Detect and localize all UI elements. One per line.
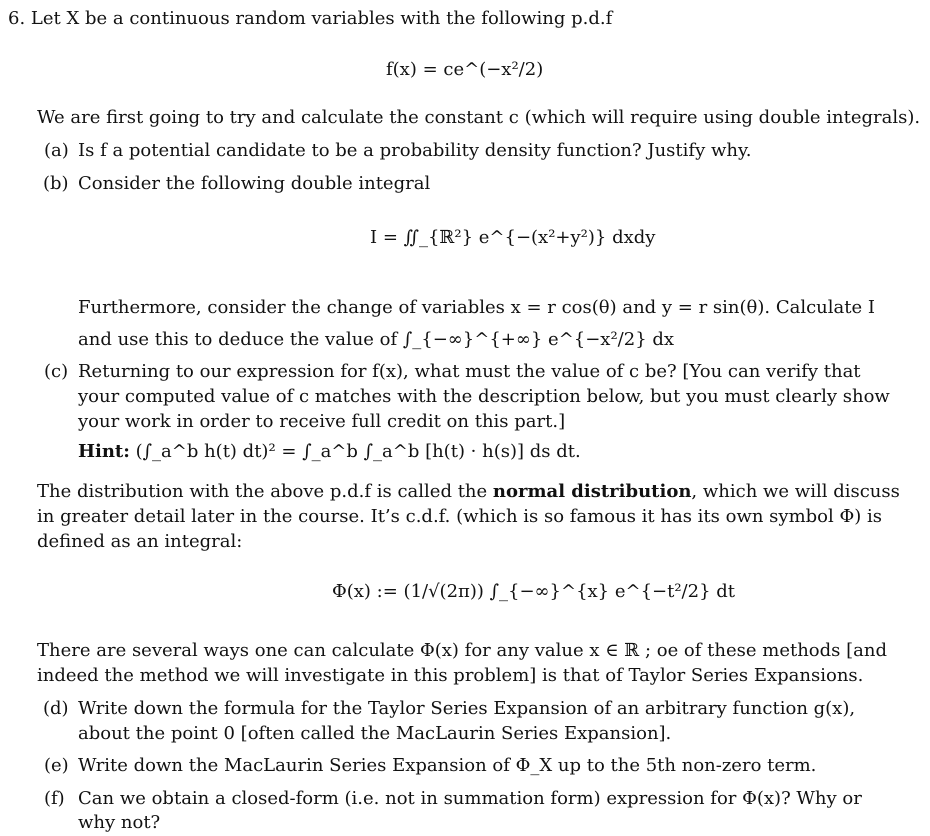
normal-para-line3-text: defined as an integral: [37,531,243,552]
normal-para-line3 [37,530,242,554]
normal-para-line1-pre: The distribution with the above p.d.f is called the [37,481,493,502]
part-c-line3-text: your work in order to receive full credit on this part.] [78,411,566,432]
taylor-para-line1-text: There are several ways one can calculate Φ(x) for any value x ∈ ℝ ; oe of these methods [and [37,640,887,661]
part-f-line2 [78,811,160,835]
part-d-line2 [78,722,671,746]
part-e-body: Write down the MacLaurin Series Expansion of Φ_X up to the 5th non-zero term. [78,755,817,776]
part-a-body: Is f a potential candidate to be a probability density function? Justify why. [78,140,752,161]
double-integral-text: I = ∬_{ℝ²} e^{−(x²+y²)} dxdy [370,227,656,248]
part-c-line2 [78,385,890,409]
part-f-label [44,787,65,811]
part-b-label [43,172,69,196]
normal-para-line2-text: in greater detail later in the course. It’s c.d.f. (which is so famous it has its own symbol Φ) is [37,506,882,527]
part-c-line1-text: Returning to our expression for f(x), what must the value of c be? [You can verify that [78,361,861,382]
part-e-text [78,754,816,778]
part-c-label [44,360,68,384]
constant-paragraph-text: We are first going to try and calculate the constant c (which will require using double integrals). [37,107,921,128]
normal-para-line1 [37,480,900,504]
taylor-para-line2 [37,664,863,688]
constant-paragraph [37,106,920,130]
part-f-line1 [78,787,862,811]
part-d-label [43,697,69,721]
problem-intro-text: 6. Let X be a continuous random variables with the following p.d.f [8,8,613,29]
normal-para-line1-post: , which we will discuss [691,481,900,502]
part-b-label-text: (b) [43,173,69,194]
part-c-label-text: (c) [44,361,69,382]
part-b-text [78,172,430,196]
taylor-para-line1 [37,639,887,663]
part-a-label [44,139,69,163]
part-e-label [44,754,69,778]
part-d-line1-text: Write down the formula for the Taylor Series Expansion of an arbitrary function g(x), [78,698,856,719]
part-e-label-text: (e) [44,755,69,776]
hint-label: Hint: [78,441,130,462]
double-integral-formula [370,226,655,250]
part-b-followup-line1-text: Furthermore, consider the change of variables x = r cos(θ) and y = r sin(θ). Calculate I [78,297,875,318]
problem-intro [8,7,612,31]
part-b-followup-line2-text: and use this to deduce the value of ∫_{−∞}^{+∞} e^{−x²/2} dx [78,329,675,350]
cdf-formula [332,580,735,604]
normal-distribution-term: normal distribution [492,481,692,502]
part-a-label-text: (a) [44,140,69,161]
part-b-followup-line2 [78,328,674,352]
part-f-line2-text: why not? [78,812,161,833]
part-a-text [78,139,751,163]
part-c-line2-text: your computed value of c matches with the description below, but you must clearly show [78,386,890,407]
part-d-line1 [78,697,855,721]
cdf-formula-text: Φ(x) := (1/√(2π)) ∫_{−∞}^{x} e^{−t²/2} dt [332,581,736,602]
normal-para-line2 [37,505,882,529]
taylor-para-line2-text: indeed the method we will investigate in this problem] is that of Taylor Series Expansions. [37,665,864,686]
part-f-line1-text: Can we obtain a closed-form (i.e. not in summation form) expression for Φ(x)? Why or [78,788,862,809]
part-f-label-text: (f) [44,788,65,809]
part-d-label-text: (d) [43,698,69,719]
part-c-line3 [78,410,565,434]
part-c-line1 [78,360,861,384]
hint-formula: (∫_a^b h(t) dt)² = ∫_a^b ∫_a^b [h(t) · h(s)] ds dt. [135,441,581,462]
part-d-line2-text: about the point 0 [often called the MacLaurin Series Expansion]. [78,723,672,744]
pdf-formula [386,58,543,82]
part-c-hint [78,440,581,464]
pdf-formula-text: f(x) = ce^(−x²/2) [386,59,544,80]
part-b-followup-line1 [78,296,875,320]
part-b-body: Consider the following double integral [78,173,431,194]
